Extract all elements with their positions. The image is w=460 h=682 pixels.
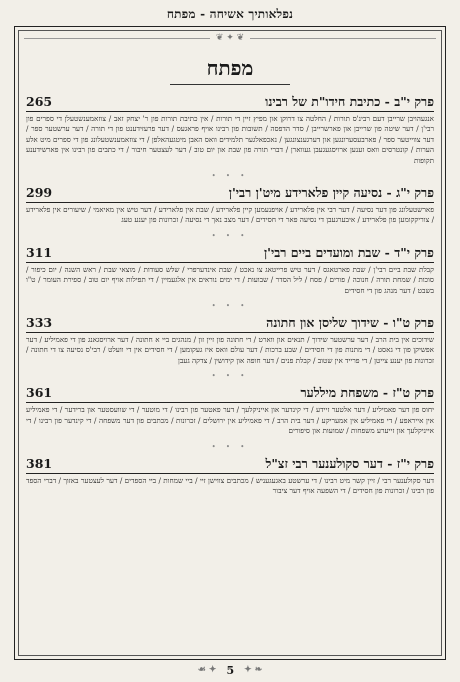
chapter-contents: אנגעהויבן שרייבן דעם רבינ'ס תורות / החלטה צו דרוקן און מפיץ זיין די תורות / אין כתיבת תורות פון ר' יצחק זאב / צוזאמענשטעלן די ספרים פון רבי'ן / דער שיטה פון שרייבן און פארשרייבן / סדר הדפסה / תשובות פון רבינו אויף פראגעס / דער פרעזידענט פון די תורה / דער ערשטער ספר / דער צווייטער ספר / פארבעסערונגען און דערגענצונגען / נאכפאלגער תלמידים וואס האבן מיטגעהאלפן / די צוזאמענשטעלונג פון די ספרים מיט אלע הערות / קונטרסים וואס זענען ארויסגעגעבן געווארן / דברי תורה פון שבת און יום טוב / דער לעצטער חיבור / די כתבים פון רבינו אין פארשידענע תקופות xyxy=(26,114,434,165)
page-footer xyxy=(0,662,460,678)
section-divider: • • • xyxy=(211,172,249,181)
chapter-title: פרק י"ב - כתיבת חידו"ת של רבינו xyxy=(265,94,434,109)
chapter-entry xyxy=(26,185,434,226)
page-title: מפתח xyxy=(206,56,254,80)
top-ornament: ❦ ✦ ❦ xyxy=(24,32,436,44)
section-divider: • • • xyxy=(211,231,249,240)
chapter-contents: קבלת שבת ביים רבי'ן / שבת פארטאגס / דער טיש פרייטאג צו נאכט / שבת אינדערפרי / שלש סעודות / מוצאי שבת / ראש השנה / יום כיפור / סוכות / שמחת תורה / חנוכה / פורים / פסח / ליל הסדר / שבועות / די ימים נוראים אין אלגעמיין / די תפילות אויף יום טוב / ספירת העומר / ט"ו בשבט / דער מנהג פון די חסידים xyxy=(26,264,434,295)
section-divider: • • • xyxy=(211,302,249,311)
running-head: נפלאותיך אשיחה - מפתח xyxy=(166,7,294,21)
chapter-contents: דער סקולענער רבי / זיין קשר מיט רבינו / די ערשטע באגעגעניש / מכתבים צווישן זיי / ביי שמחות / ביי הספדים / דער לעצטער באזוך / דברי הספד פון רבינו / זכרונות פון חסידים / די השפעה אויף דער ציבור xyxy=(26,475,434,495)
chapter-list xyxy=(26,94,434,502)
chapter-page-number: 265 xyxy=(26,94,53,109)
chapter-entry xyxy=(26,385,434,436)
chapter-title: פרק י"ד - שבת ומועדים ביים רבי'ן xyxy=(263,244,434,260)
section-divider: • • • xyxy=(211,442,249,451)
chapter-page-number: 299 xyxy=(26,185,53,201)
chapter-title: פרק ט"ו - שידוך שליסן און חתונה xyxy=(266,315,434,331)
chapter-page-number: 381 xyxy=(26,455,53,471)
chapter-contents: יחוס פון דער פאמיליע / דער אלטער זיידע / די קינדער און אייניקלעך / דער פאטער פון רבינו / די מוטער / די שוועסטער און ברידער / די פאמיליע אין אייראפע / די פאמיליע אין אמעריקע / דער בית הרב / די פאמיליע אין ירושלים / זכרונות / מכתבים פון דער משפחה / די קינדער פון רבינו / די אייניקלעך און זייערע משפחות / שמועות און סיפורים xyxy=(26,405,434,436)
footer-ornament-icon: ✦ ☙ xyxy=(197,665,217,675)
chapter-title: פרק ט"ז - משפחת מיללער xyxy=(300,385,434,401)
chapter-entry xyxy=(26,94,434,166)
chapter-entry xyxy=(26,245,434,296)
chapter-page-number: 361 xyxy=(26,385,53,401)
chapter-page-number: 333 xyxy=(26,315,53,331)
chapter-entry xyxy=(26,315,434,366)
chapter-page-number: 311 xyxy=(26,244,53,260)
chapter-entry xyxy=(26,456,434,497)
title-rule xyxy=(170,84,290,85)
page-number: 5 xyxy=(226,663,235,677)
chapter-title: פרק י"ג - נסיעה קיין פלארידע מיט'ן רבי'ן xyxy=(228,185,434,201)
chapter-contents: שידוכים אין בית הרב / דער ערשטער שידוך / תנאים און ווארט / די חתונה פון זיין זון / מנהגים ביי א חתונה / דער ארויסגאנג פון די פאמיליע / דער אפשיקן פון די גאסט / די מתנות פון די חסידים / שבע ברכות / דער עולם וואס איז געקומען / די חסידים אין די וועלט / רבי'ס נסיעה צו די חתונה / זכרונות פון יענע צייטן / די פרייד אין שטוב / קבלת פנים / דער חופה און קידושין / צדקה געבן xyxy=(26,335,434,365)
chapter-contents: פארשטעלונג פון דער נסיעה / דער רבי אין פלארידע / אויפנעמען קיין פלארידע / שבת אין פלארידע / דער טיש אין מאיאמי / שיעורים אין פלארידע / צוריקקומען פון פלארידע / איבערגעבן די נסיעה פאר די חסידים / דער מצב נאך די נסיעה / זכרונות פון יענע טעג xyxy=(26,205,434,225)
footer-ornament-icon: ❧ ✦ xyxy=(244,665,263,675)
chapter-title: פרק י"ז - דער סקולענער רבי זצ"ל xyxy=(265,455,434,471)
section-divider: • • • xyxy=(211,372,249,381)
